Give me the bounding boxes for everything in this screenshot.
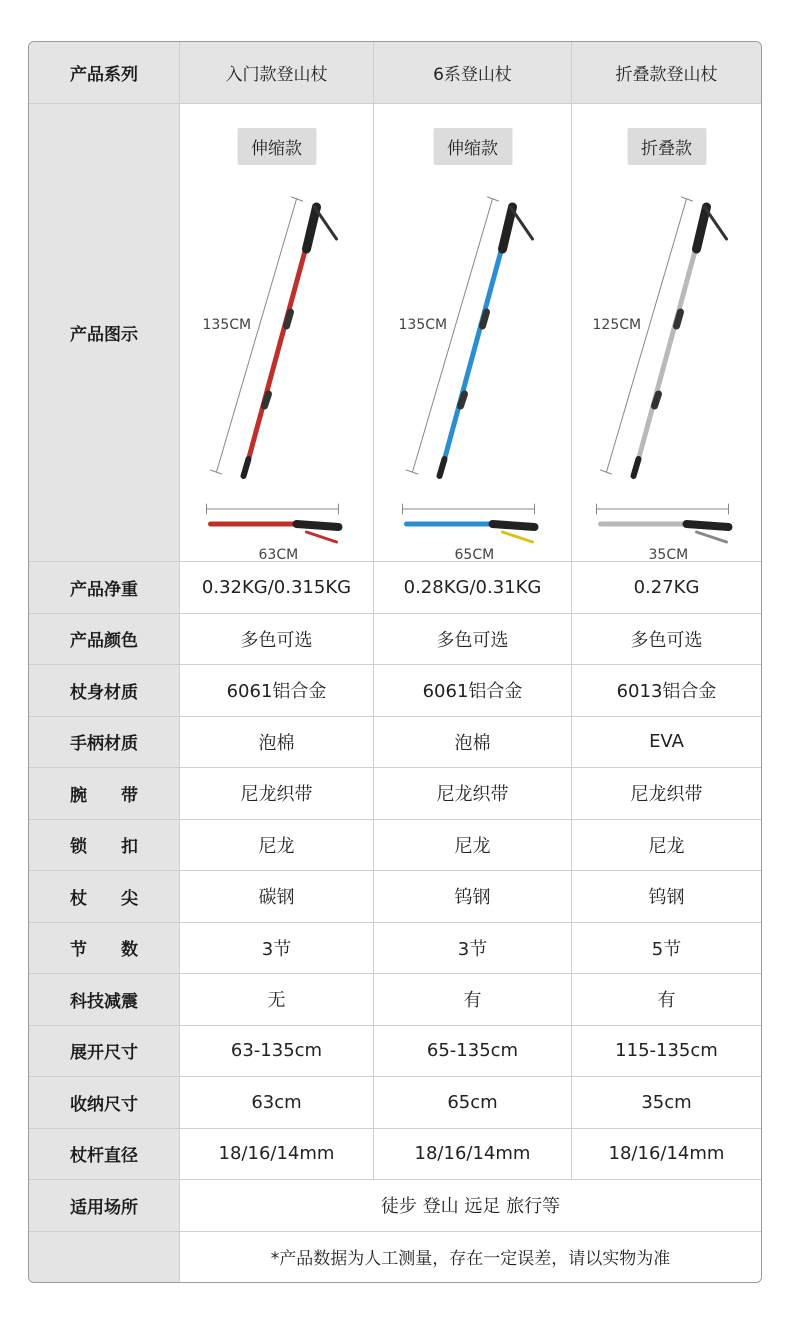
header-product-3: 折叠款登山杖 bbox=[572, 42, 761, 104]
pole-handle bbox=[503, 207, 513, 249]
length-label: 125CM bbox=[592, 317, 642, 333]
type-badge: 伸缩款 bbox=[433, 128, 512, 165]
row-value: 尼龙 bbox=[572, 820, 761, 872]
row-value: 6013铝合金 bbox=[572, 665, 761, 717]
folded-pole-handle bbox=[297, 524, 339, 527]
row-value: 尼龙织带 bbox=[572, 768, 761, 820]
pole-handle bbox=[307, 207, 317, 249]
pole-tip bbox=[440, 459, 445, 476]
row-value: 5节 bbox=[572, 923, 761, 975]
folded-pole-strap bbox=[697, 532, 727, 542]
note-value: *产品数据为人工测量，存在一定误差，请以实物为准 bbox=[180, 1232, 761, 1283]
row-value: 63cm bbox=[180, 1077, 374, 1129]
row-value: 18/16/14mm bbox=[374, 1129, 572, 1181]
folded-length-label: 63CM bbox=[258, 547, 299, 562]
row-value: 泡棉 bbox=[374, 717, 572, 769]
product-image-cell-1 bbox=[180, 104, 374, 562]
row-value: 多色可选 bbox=[180, 614, 374, 666]
folded-length-label: 35CM bbox=[648, 547, 689, 562]
row-label: 科技减震 bbox=[29, 974, 180, 1026]
row-value: 钨钢 bbox=[572, 871, 761, 923]
length-label: 135CM bbox=[202, 317, 252, 333]
pole-joint bbox=[461, 394, 465, 406]
usage-value: 徒步 登山 远足 旅行等 bbox=[180, 1180, 761, 1232]
row-value: EVA bbox=[572, 717, 761, 769]
measure-tick bbox=[601, 470, 612, 474]
pole-joint bbox=[265, 394, 269, 406]
pole-strap bbox=[511, 207, 533, 239]
measure-tick bbox=[682, 197, 693, 201]
row-label: 锁 扣 bbox=[29, 820, 180, 872]
pole-tip bbox=[244, 459, 249, 476]
row-value: 尼龙 bbox=[180, 820, 374, 872]
row-label: 展开尺寸 bbox=[29, 1026, 180, 1078]
type-badge: 折叠款 bbox=[627, 128, 706, 165]
measure-tick bbox=[407, 470, 418, 474]
row-label: 产品颜色 bbox=[29, 614, 180, 666]
type-badge: 伸缩款 bbox=[237, 128, 316, 165]
row-value: 6061铝合金 bbox=[180, 665, 374, 717]
header-label: 产品系列 bbox=[29, 42, 180, 104]
row-label: 腕 带 bbox=[29, 768, 180, 820]
pole-shaft bbox=[635, 216, 705, 474]
row-value: 尼龙织带 bbox=[180, 768, 374, 820]
row-value: 尼龙织带 bbox=[374, 768, 572, 820]
comparison-table bbox=[28, 41, 762, 1283]
pole-joint bbox=[655, 394, 659, 406]
image-row-label: 产品图示 bbox=[29, 104, 180, 562]
row-label: 杖身材质 bbox=[29, 665, 180, 717]
row-value: 0.28KG/0.31KG bbox=[374, 562, 572, 614]
folded-length-label: 65CM bbox=[454, 547, 495, 562]
row-value: 尼龙 bbox=[374, 820, 572, 872]
usage-label: 适用场所 bbox=[29, 1180, 180, 1232]
row-value: 无 bbox=[180, 974, 374, 1026]
row-label: 手柄材质 bbox=[29, 717, 180, 769]
row-label: 收纳尺寸 bbox=[29, 1077, 180, 1129]
pole-shaft bbox=[245, 216, 315, 474]
row-value: 6061铝合金 bbox=[374, 665, 572, 717]
row-value: 65cm bbox=[374, 1077, 572, 1129]
row-value: 碳钢 bbox=[180, 871, 374, 923]
pole-illustration bbox=[180, 104, 373, 562]
folded-pole-strap bbox=[503, 532, 533, 542]
row-value: 有 bbox=[572, 974, 761, 1026]
folded-pole-handle bbox=[493, 524, 535, 527]
header-product-1: 入门款登山杖 bbox=[180, 42, 374, 104]
row-value: 63-135cm bbox=[180, 1026, 374, 1078]
row-value: 多色可选 bbox=[374, 614, 572, 666]
row-label: 杖杆直径 bbox=[29, 1129, 180, 1181]
measure-tick bbox=[292, 197, 303, 201]
row-value: 3节 bbox=[180, 923, 374, 975]
row-value: 0.27KG bbox=[572, 562, 761, 614]
pole-joint bbox=[677, 312, 681, 326]
product-image-cell-3 bbox=[572, 104, 761, 562]
pole-illustration bbox=[374, 104, 571, 562]
pole-tip bbox=[634, 459, 639, 476]
row-value: 65-135cm bbox=[374, 1026, 572, 1078]
row-value: 多色可选 bbox=[572, 614, 761, 666]
folded-pole-strap bbox=[307, 532, 337, 542]
row-value: 有 bbox=[374, 974, 572, 1026]
row-value: 18/16/14mm bbox=[572, 1129, 761, 1181]
row-value: 钨钢 bbox=[374, 871, 572, 923]
length-label: 135CM bbox=[398, 317, 448, 333]
note-label bbox=[29, 1232, 180, 1283]
measure-tick bbox=[211, 470, 222, 474]
row-label: 杖 尖 bbox=[29, 871, 180, 923]
row-label: 节 数 bbox=[29, 923, 180, 975]
row-value: 0.32KG/0.315KG bbox=[180, 562, 374, 614]
pole-illustration bbox=[572, 104, 761, 562]
pole-handle bbox=[697, 207, 707, 249]
pole-strap bbox=[705, 207, 727, 239]
pole-shaft bbox=[441, 216, 511, 474]
pole-strap bbox=[315, 207, 337, 239]
folded-pole-handle bbox=[687, 524, 729, 527]
row-label: 产品净重 bbox=[29, 562, 180, 614]
pole-joint bbox=[483, 312, 487, 326]
row-value: 泡棉 bbox=[180, 717, 374, 769]
row-value: 35cm bbox=[572, 1077, 761, 1129]
header-product-2: 6系登山杖 bbox=[374, 42, 572, 104]
row-value: 18/16/14mm bbox=[180, 1129, 374, 1181]
pole-joint bbox=[287, 312, 291, 326]
row-value: 3节 bbox=[374, 923, 572, 975]
product-image-cell-2 bbox=[374, 104, 572, 562]
row-value: 115-135cm bbox=[572, 1026, 761, 1078]
comparison-grid bbox=[29, 42, 761, 1282]
measure-tick bbox=[488, 197, 499, 201]
